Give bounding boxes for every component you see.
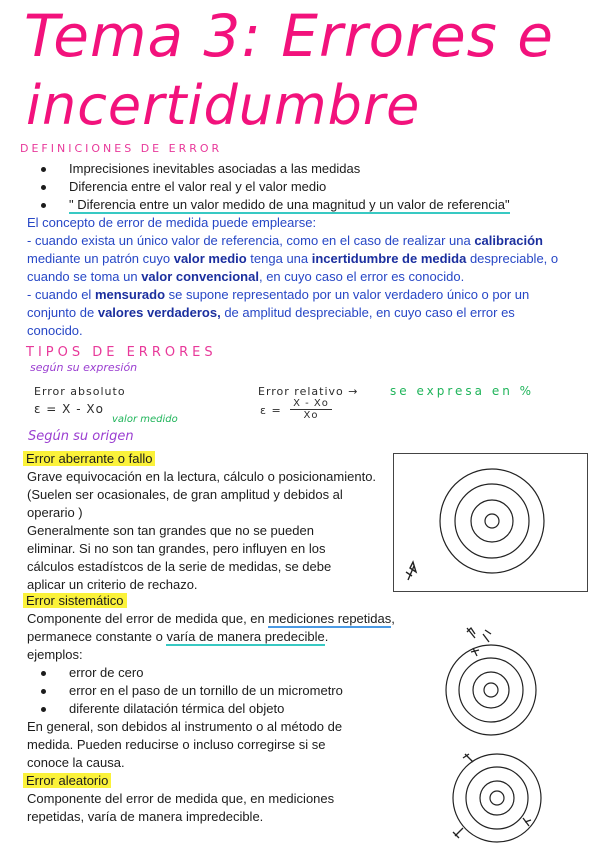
aberrante-body	[27, 468, 376, 594]
list-item	[26, 196, 510, 214]
concepto-line: conjunto de valores verdaderos, de amplitud despreciable, en cuyo caso el error es	[27, 305, 515, 320]
list-item: error de cero	[26, 664, 343, 682]
error-absoluto-label: Error absoluto	[34, 385, 126, 398]
error-absoluto-formula: ε = X - Xo	[34, 402, 104, 416]
concepto-line: mediante un patrón cuyo valor medio tenga una incertidumbre de medida despreciable, o	[27, 251, 559, 266]
systematic-target-figure	[445, 622, 555, 742]
text-line: (Suelen ser ocasionales, de gran amplitud y debidos al	[27, 487, 343, 502]
fraction-numerator: X - Xo	[290, 398, 332, 410]
concepto-line: - cuando el mensurado se supone representado por un valor verdadero único o por un	[27, 287, 530, 302]
target-diagram	[445, 622, 555, 742]
list-item: diferente dilatación térmica del objeto	[26, 700, 343, 718]
sistematico-heading: Error sistemático	[23, 593, 127, 608]
list-item: error en el paso de un tornillo de un micrometro	[26, 682, 343, 700]
clustered-darts-icon	[467, 628, 491, 656]
definiciones-list	[26, 160, 510, 214]
text-line: ejemplos:	[27, 647, 83, 662]
text-line: cálculos estadístcos de la serie de medidas, se debe	[27, 559, 332, 574]
concepto-intro: El concepto de error de medida puede emplearse:	[27, 215, 317, 230]
concepto-line: cuando se toma un valor convencional, en cuyo caso el error es conocido.	[27, 269, 465, 284]
scattered-darts-icon	[453, 754, 531, 838]
text-line: Grave equivocación en la lectura, cálculo o posicionamiento.	[27, 469, 377, 484]
sistematico-examples	[26, 664, 343, 718]
page-title-line1: Tema 3: Errores e	[24, 2, 554, 70]
concepto-line: conocido.	[27, 323, 83, 338]
concepto-line: - cuando exista un único valor de referencia, como en el caso de realizar una calibración	[27, 233, 543, 248]
sistematico-body	[27, 610, 395, 664]
aberrante-section	[23, 450, 155, 468]
target-diagram	[445, 746, 555, 846]
concepto-block	[27, 214, 558, 340]
aleatorio-heading: Error aleatorio	[23, 773, 111, 788]
sistematico-conclusion	[27, 718, 342, 772]
text-line: repetidas, varía de manera impredecible.	[27, 809, 264, 824]
fraction-denominator: Xo	[303, 410, 319, 421]
text-line: conoce la causa.	[27, 755, 125, 770]
definiciones-heading: DEFINICIONES DE ERROR	[20, 142, 223, 155]
aleatorio-body	[27, 790, 334, 826]
list-item: Diferencia entre el valor real y el valor medio	[26, 178, 510, 196]
target-diagram	[394, 454, 587, 591]
random-target-figure	[445, 746, 555, 846]
text-line: aplicar un criterio de rechazo.	[27, 577, 198, 592]
error-relativo-formula-lhs: ε =	[260, 404, 282, 417]
text-line: medida. Pueden reducirse o incluso corregirse si se	[27, 737, 326, 752]
text-line: eliminar. Si no son tan grandes, pero influyen en los	[27, 541, 326, 556]
text-line: permanece constante o varía de manera predecible.	[27, 629, 329, 644]
text-line: operario )	[27, 505, 83, 520]
aleatorio-section	[23, 772, 111, 790]
aberrant-target-figure	[393, 453, 588, 592]
page-title-line2: incertidumbre	[26, 74, 421, 137]
text-line: Componente del error de medida que, en mediciones repetidas,	[27, 611, 395, 626]
expresa-porcentaje-note: se expresa en %	[390, 384, 535, 398]
text-line: Generalmente son tan grandes que no se pueden	[27, 523, 314, 538]
aberrante-heading: Error aberrante o fallo	[23, 451, 155, 466]
highlighted-definition: " Diferencia entre un valor medido de una magnitud y un valor de referencia"	[69, 197, 510, 212]
text-line: En general, son debidos al instrumento o al método de	[27, 719, 343, 734]
error-relativo-label: Error relativo →	[258, 385, 359, 398]
subheading-expresion: según su expresión	[30, 361, 138, 374]
valor-medido-note: valor medido	[112, 414, 178, 425]
outlier-dart-icon	[406, 562, 416, 580]
text-line: Componente del error de medida que, en mediciones	[27, 791, 335, 806]
list-item: Imprecisiones inevitables asociadas a las medidas	[26, 160, 510, 178]
subheading-origen: Según su origen	[28, 429, 134, 444]
error-relativo-fraction	[290, 398, 332, 421]
tipos-heading: TIPOS DE ERRORES	[26, 345, 217, 360]
sistematico-section	[23, 592, 127, 610]
